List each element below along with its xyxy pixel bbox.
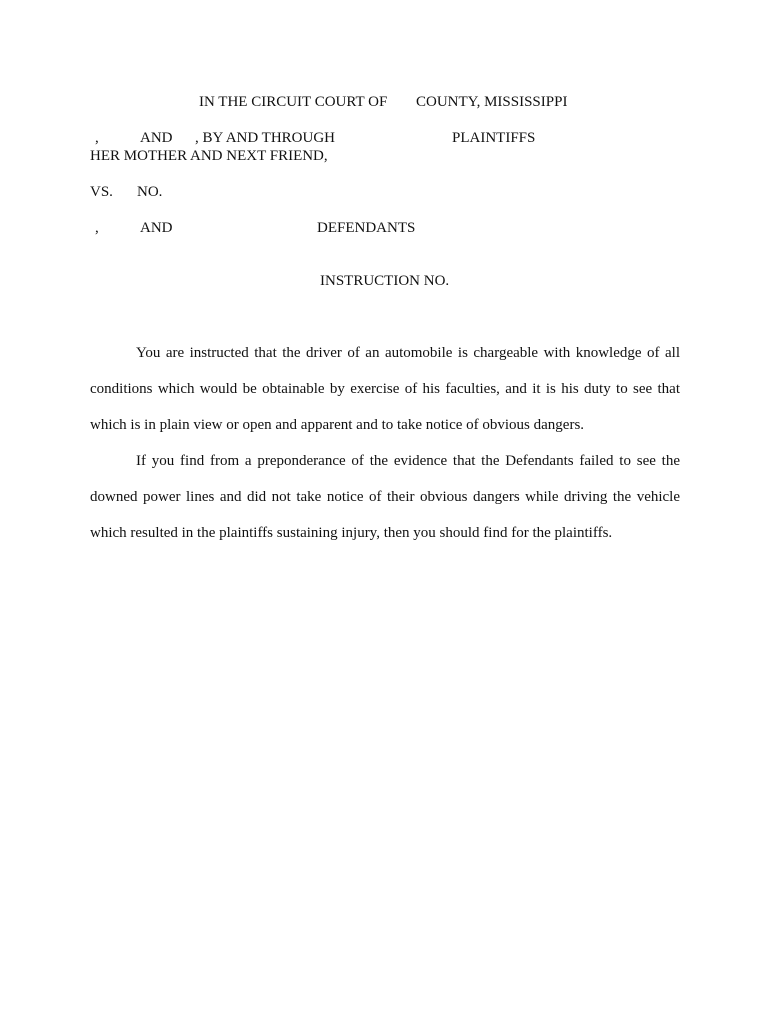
plaintiff-comma: , — [95, 130, 99, 146]
instruction-paragraph: You are instructed that the driver of an automobile is chargeable with knowledge of all conditions which would be obtainable by exercise of his faculties, and it is his duty to see that which is in plain view or open and apparent and to take notice of obvious dangers. — [90, 345, 680, 433]
court-heading-right: COUNTY, MISSISSIPPI — [416, 94, 568, 110]
court-heading-left: IN THE CIRCUIT COURT OF — [199, 94, 388, 110]
plaintiff-and: AND — [140, 130, 173, 146]
defendant-comma: , — [95, 220, 99, 236]
defendant-and: AND — [140, 220, 173, 236]
case-number-label: NO. — [137, 184, 163, 200]
plaintiff-next-friend: HER MOTHER AND NEXT FRIEND, — [90, 148, 328, 164]
vs-label: VS. — [90, 184, 113, 200]
plaintiffs-label: PLAINTIFFS — [452, 130, 536, 146]
instruction-paragraph: If you find from a preponderance of the evidence that the Defendants failed to see the downed power lines and did not take notice of their obvious dangers while driving the vehicle which resulted in the plaintiffs sustaining injury, then you should find for the plaintiffs. — [90, 453, 680, 541]
defendants-label: DEFENDANTS — [317, 220, 416, 236]
instruction-heading: INSTRUCTION NO. — [320, 273, 450, 289]
plaintiff-by-and-through: , BY AND THROUGH — [195, 130, 336, 146]
